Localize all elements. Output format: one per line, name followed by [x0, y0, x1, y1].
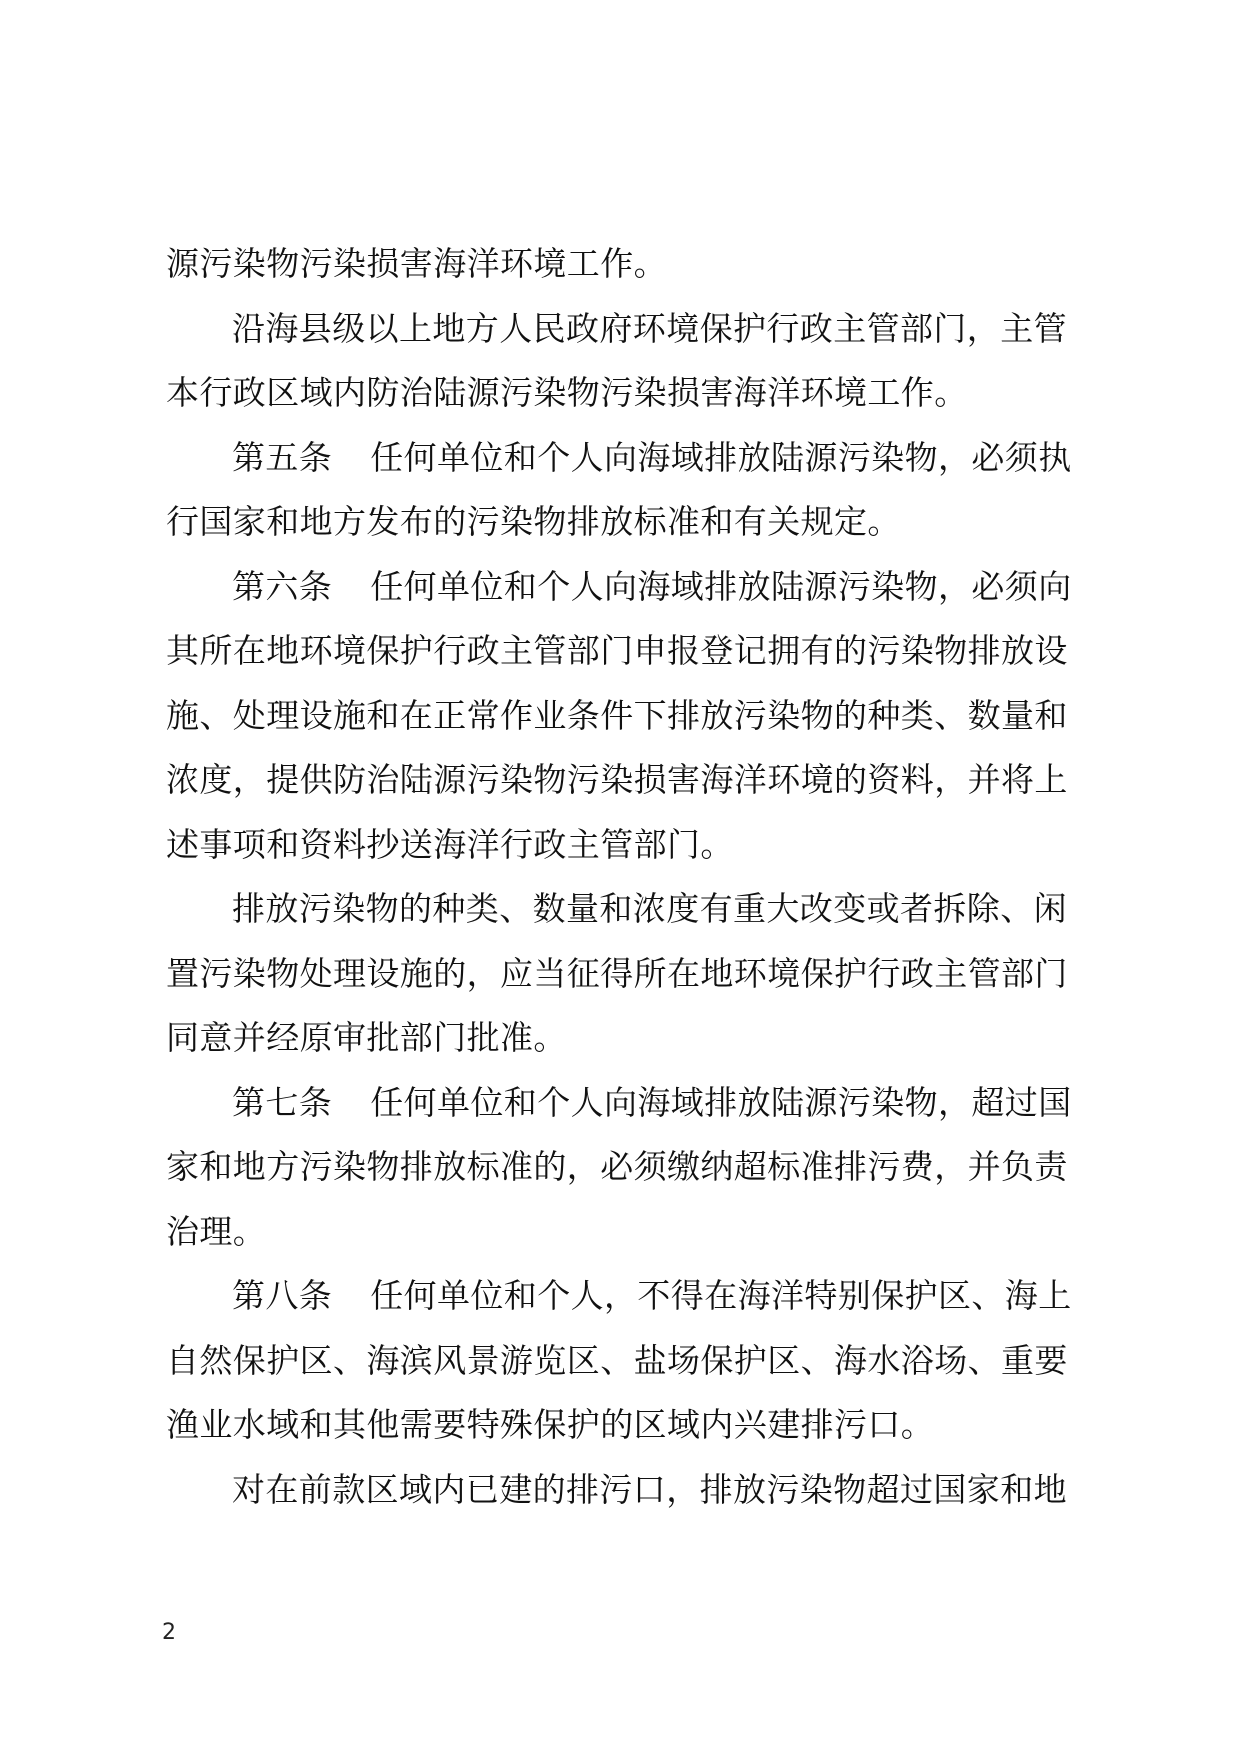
text-line [166, 1393, 1086, 1458]
text-line [166, 748, 1086, 813]
text-line [166, 1006, 1086, 1071]
article-number: 第六条 [232, 566, 333, 606]
line-text: 施、处理设施和在正常作业条件下排放污染物的种类、数量和 [166, 695, 1068, 735]
article-8-line [166, 1264, 1086, 1329]
line-text: 治理。 [166, 1211, 267, 1251]
text-line [166, 490, 1086, 555]
line-text: 源污染物污染损害海洋环境工作。 [166, 244, 667, 283]
text-line [166, 361, 1086, 426]
line-text: 对在前款区域内已建的排污口，排放污染物超过国家和地 [232, 1469, 1067, 1509]
line-text: 家和地方污染物排放标准的，必须缴纳超标准排污费，并负责 [166, 1147, 1068, 1186]
text-line [166, 232, 1086, 297]
paragraph-start-line [166, 297, 1086, 362]
line-text: 任何单位和个人，不得在海洋特别保护区、海上 [370, 1276, 1072, 1315]
line-text: 自然保护区、海滨风景游览区、盐场保护区、海水浴场、重要 [166, 1340, 1068, 1380]
line-text: 渔业水域和其他需要特殊保护的区域内兴建排污口。 [166, 1405, 935, 1444]
line-text: 置污染物处理设施的，应当征得所在地环境保护行政主管部门 [166, 953, 1068, 993]
article-number: 第八条 [232, 1276, 333, 1315]
text-line [166, 619, 1086, 684]
line-text: 其所在地环境保护行政主管部门申报登记拥有的污染物排放设 [166, 631, 1068, 670]
article-6-line [166, 555, 1086, 620]
text-line [166, 942, 1086, 1007]
line-text: 沿海县级以上地方人民政府环境保护行政主管部门，主管 [232, 308, 1067, 348]
article-5-line [166, 426, 1086, 491]
line-text: 任何单位和个人向海域排放陆源污染物，必须执 [370, 437, 1072, 477]
text-line [166, 1200, 1086, 1265]
article-number: 第五条 [232, 437, 333, 477]
article-7-line [166, 1071, 1086, 1136]
line-text: 述事项和资料抄送海洋行政主管部门。 [166, 824, 734, 864]
text-line [166, 813, 1086, 878]
page-number: 2 [162, 1620, 176, 1645]
line-text: 行国家和地方发布的污染物排放标准和有关规定。 [166, 502, 901, 541]
line-text: 浓度，提供防治陆源污染物污染损害海洋环境的资料，并将上 [166, 760, 1068, 799]
article-number: 第七条 [232, 1082, 333, 1122]
line-text: 同意并经原审批部门批准。 [166, 1018, 567, 1057]
line-text: 本行政区域内防治陆源污染物污染损害海洋环境工作。 [166, 373, 968, 412]
line-text: 任何单位和个人向海域排放陆源污染物，超过国 [370, 1082, 1072, 1122]
line-text: 任何单位和个人向海域排放陆源污染物，必须向 [370, 566, 1072, 606]
text-line [166, 684, 1086, 749]
text-line [166, 1135, 1086, 1200]
paragraph-start-line [166, 877, 1086, 942]
document-body [166, 232, 1086, 1522]
line-text: 排放污染物的种类、数量和浓度有重大改变或者拆除、闲 [232, 889, 1067, 928]
text-line [166, 1329, 1086, 1394]
paragraph-start-line [166, 1458, 1086, 1523]
